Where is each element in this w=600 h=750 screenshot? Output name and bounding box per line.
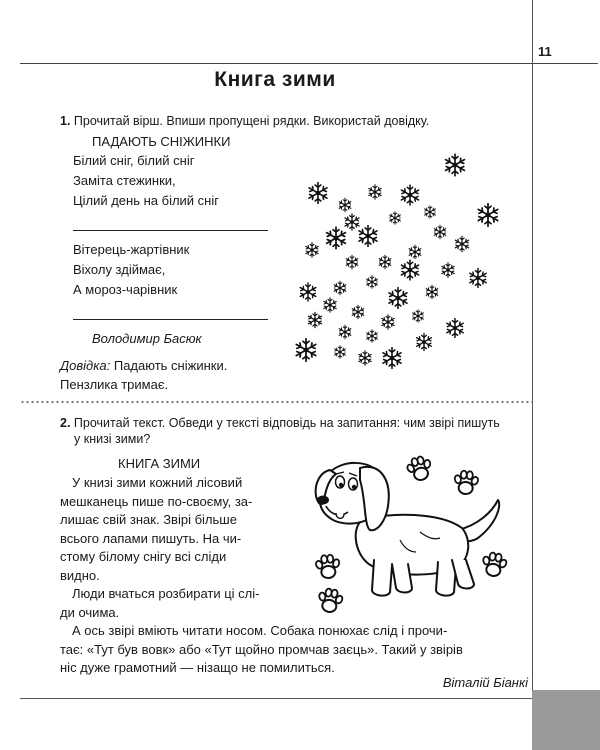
paw-print-icon [452, 470, 479, 495]
hint-text-2: Пензлика тримає. [60, 377, 169, 392]
poem-title: ПАДАЮТЬ СНІЖИНКИ [92, 134, 231, 149]
hint-text-1: Падають сніжинки. [113, 358, 228, 373]
page-title: Книга зими [214, 68, 336, 91]
paw-print-icon [480, 551, 509, 578]
poem-line: Вітерець-жартівник [73, 242, 190, 257]
paw-print-icon [314, 554, 341, 579]
poem-line: Віхолу здіймає, [73, 262, 166, 277]
story-line: А ось звірі вміють читати носом. Собака понюхає слід і прочи- [72, 623, 448, 638]
poem-line: Заміта стежинки, [73, 173, 176, 188]
story-author: Віталій Біанкі [442, 675, 528, 690]
story-line: ди очима. [60, 604, 120, 620]
poem-line: А мороз-чарівник [73, 282, 178, 297]
story-line: тає: «Тут був вовк» або «Тут щойно промчав заєць». Такий у звірів [60, 641, 463, 657]
story-line: ніс дуже грамотний — нізащо не помилиться. [60, 660, 335, 675]
story-title: КНИГА ЗИМИ [118, 456, 201, 471]
footer-rule [20, 698, 532, 699]
paw-print-icon [316, 587, 345, 614]
story-line: Люди вчаться розбирати ці слі- [72, 586, 260, 601]
task1-number: 1. [60, 114, 71, 128]
poem-line: Білий сніг, білий сніг [73, 153, 195, 168]
task1-instruction-text: Прочитай вірш. Впиши пропущені рядки. Використай довідку. [73, 114, 430, 128]
task2-instruction-line2: у книзі зими? [74, 432, 151, 446]
story-line: мешканець пише по-своєму, за- [60, 493, 253, 509]
story-line: стому білому снігу всі сліди [60, 549, 227, 564]
poem-author: Володимир Басюк [92, 331, 202, 346]
task2-instruction-text: Прочитай текст. Обведи у тексті відповідь на запитання: чим звірі пишуть [73, 416, 500, 430]
page-number: 11 [538, 44, 552, 59]
story-line: всього лапами пишуть. На чи- [60, 530, 242, 546]
task2-number: 2. [60, 416, 71, 430]
story-line: У книзі зими кожний лісовий [72, 475, 243, 490]
hint-label: Довідка: [60, 358, 111, 373]
story-line: видно. [60, 567, 100, 583]
poem-line: Цілий день на білий сніг [73, 193, 219, 208]
paw-print-icon [404, 454, 434, 483]
story-line: лишає свій знак. Звірі більше [60, 512, 237, 527]
